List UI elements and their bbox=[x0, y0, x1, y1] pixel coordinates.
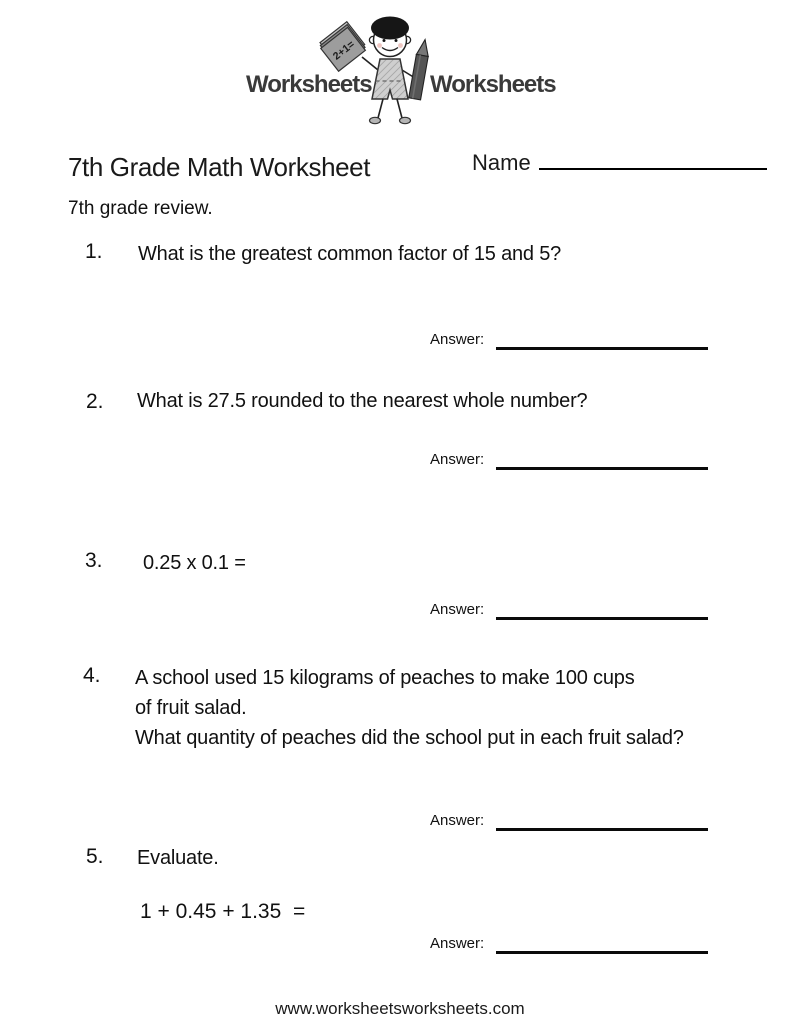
question-5-expression: 1 + 0.45 + 1.35 = bbox=[140, 900, 306, 923]
logo-text-left: Worksheets bbox=[246, 71, 372, 98]
answer-blank-line bbox=[496, 818, 708, 831]
question-4-line-3: What quantity of peaches did the school put in each fruit salad? bbox=[135, 727, 684, 749]
question-4-text bbox=[135, 663, 684, 753]
question-3-number: 3. bbox=[85, 549, 103, 572]
answer-row-1 bbox=[430, 331, 708, 350]
question-5-text: Evaluate. bbox=[137, 847, 219, 869]
boy-foot bbox=[400, 117, 411, 123]
question-4-number: 4. bbox=[83, 664, 101, 687]
question-4-line-1: A school used 15 kilograms of peaches to make 100 cups bbox=[135, 667, 635, 689]
question-2-text: What is 27.5 rounded to the nearest whole number? bbox=[137, 390, 588, 412]
question-2-number: 2. bbox=[86, 390, 104, 413]
name-blank-line bbox=[539, 148, 767, 170]
answer-blank-line bbox=[496, 941, 708, 954]
answer-blank-line bbox=[496, 337, 708, 350]
name-row bbox=[472, 148, 767, 176]
worksheet-subtitle: 7th grade review. bbox=[68, 198, 213, 219]
question-5-number: 5. bbox=[86, 845, 104, 868]
answer-label: Answer: bbox=[430, 935, 485, 952]
answer-label: Answer: bbox=[430, 451, 485, 468]
answer-row-4 bbox=[430, 812, 708, 831]
logo-boy-mascot bbox=[316, 9, 436, 126]
question-1-text: What is the greatest common factor of 15 and 5? bbox=[138, 243, 562, 265]
answer-row-2 bbox=[430, 451, 708, 470]
question-1-number: 1. bbox=[85, 240, 103, 263]
boy-foot bbox=[370, 117, 381, 123]
boy-left-arm bbox=[362, 57, 378, 70]
boy-hair bbox=[371, 17, 409, 40]
name-label: Name bbox=[472, 150, 531, 175]
answer-label: Answer: bbox=[430, 812, 485, 829]
answer-blank-line bbox=[496, 607, 708, 620]
boy-overalls bbox=[372, 59, 408, 99]
logo bbox=[220, 5, 600, 130]
page-title: 7th Grade Math Worksheet bbox=[68, 152, 371, 182]
answer-row-5 bbox=[430, 935, 708, 954]
answer-label: Answer: bbox=[430, 601, 485, 618]
answer-blank-line bbox=[496, 457, 708, 470]
question-3-text: 0.25 x 0.1 = bbox=[143, 552, 246, 574]
logo-text-right: Worksheets bbox=[430, 71, 556, 98]
answer-label: Answer: bbox=[430, 331, 485, 348]
logo-book-label: 2+1= bbox=[330, 38, 358, 63]
answer-row-3 bbox=[430, 601, 708, 620]
book-icon bbox=[318, 22, 368, 72]
pencil-icon bbox=[409, 37, 431, 100]
question-4-line-2: of fruit salad. bbox=[135, 697, 247, 719]
footer-url: www.worksheetsworksheets.com bbox=[275, 999, 525, 1018]
